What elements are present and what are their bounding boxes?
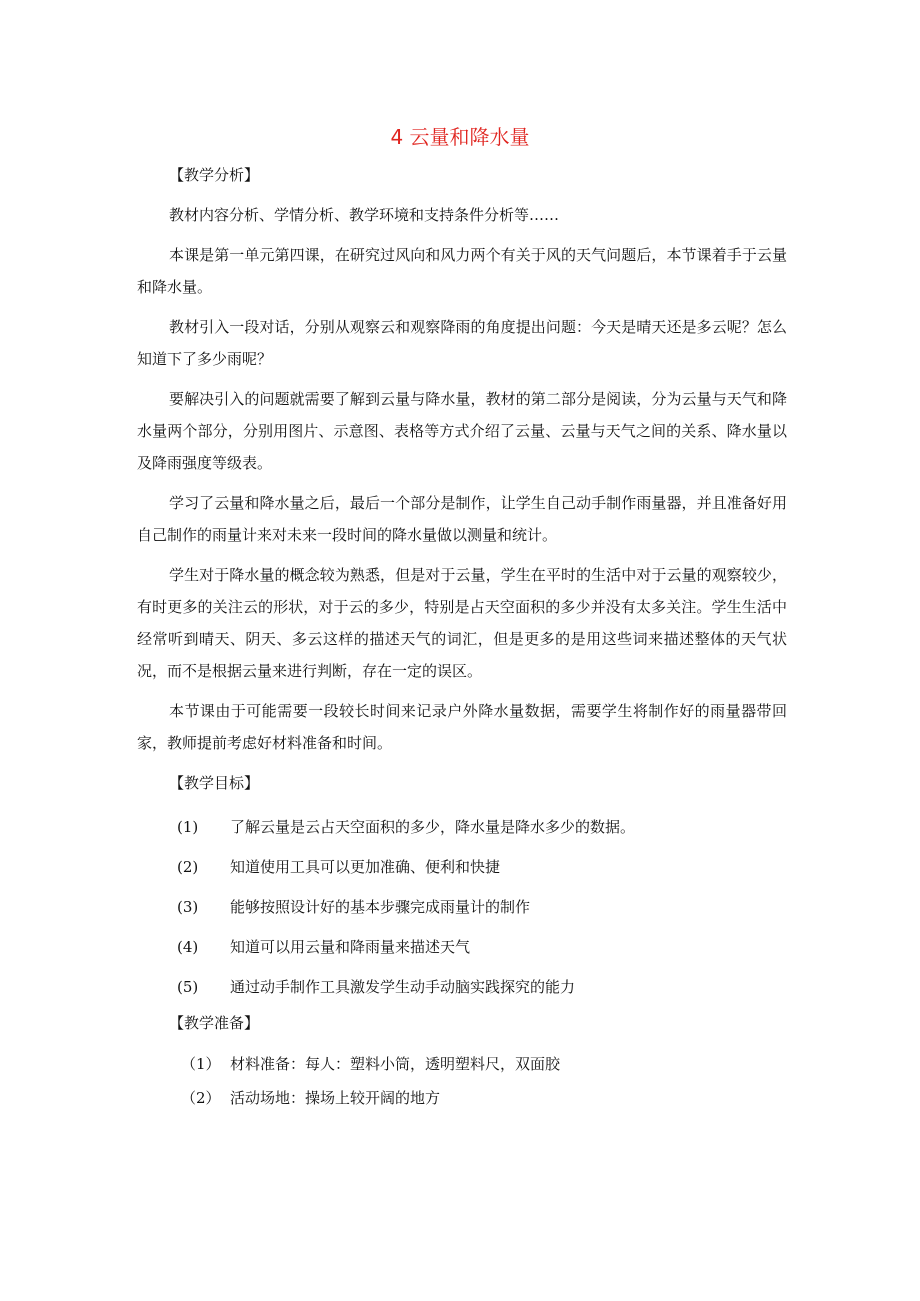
goal-number: (4) (177, 938, 199, 956)
document-body (137, 159, 787, 1115)
paragraph: 学生对于降水量的概念较为熟悉，但是对于云量，学生在平时的生活中对于云量的观察较少，有时更多的关注云的形状，对于云的多少，特别是占天空面积的多少并没有太多关注。学生生活中经常听到晴天、阴天、多云这样的描述天气的词汇，但是更多的是用这些词来描述整体的天气状况，而不是根据云量来进行判断，存在一定的误区。 (137, 566, 787, 680)
section-heading-analysis: 【教学分析】 (169, 166, 260, 184)
prep-text: 活动场地：操场上较开阔的地方 (230, 1089, 441, 1107)
goal-item (137, 807, 787, 847)
goal-text: 知道使用工具可以更加准确、便利和快捷 (230, 858, 501, 876)
goal-item (137, 967, 787, 1007)
goal-number: (1) (177, 818, 199, 836)
goal-number: (3) (177, 898, 199, 916)
prep-text: 材料准备：每人：塑料小筒，透明塑料尺，双面胶 (230, 1055, 561, 1073)
prep-number: （2） (181, 1089, 221, 1107)
goal-item (137, 927, 787, 967)
goal-number: (5) (177, 978, 199, 996)
paragraph: 学习了云量和降水量之后，最后一个部分是制作，让学生自己动手制作雨量器，并且准备好用自己制作的雨量计来对未来一段时间的降水量做以测量和统计。 (137, 494, 787, 544)
goal-item (137, 887, 787, 927)
goal-text: 了解云量是云占天空面积的多少，降水量是降水多少的数据。 (230, 818, 636, 836)
section-heading-prep: 【教学准备】 (169, 1014, 260, 1032)
goal-text: 能够按照设计好的基本步骤完成雨量计的制作 (230, 898, 531, 916)
goal-text: 通过动手制作工具激发学生动手动脑实践探究的能力 (230, 978, 576, 996)
prep-item (137, 1047, 787, 1081)
section-heading-goals: 【教学目标】 (169, 774, 260, 792)
paragraph: 教材引入一段对话，分别从观察云和观察降雨的角度提出问题：今天是晴天还是多云呢？怎么知道下了多少雨呢？ (137, 318, 787, 368)
paragraph: 教材内容分析、学情分析、教学环境和支持条件分析等…… (169, 206, 560, 224)
paragraph: 本节课由于可能需要一段较长时间来记录户外降水量数据，需要学生将制作好的雨量器带回家，教师提前考虑好材料准备和时间。 (137, 702, 787, 752)
paragraph: 要解决引入的问题就需要了解到云量与降水量，教材的第二部分是阅读，分为云量与天气和降水量两个部分，分别用图片、示意图、表格等方式介绍了云量、云量与天气之间的关系、降水量以及降雨强度等级表。 (137, 390, 787, 472)
goal-item (137, 847, 787, 887)
prep-item (137, 1081, 787, 1115)
goal-number: (2) (177, 858, 199, 876)
paragraph: 本课是第一单元第四课，在研究过风向和风力两个有关于风的天气问题后，本节课着手于云量和降水量。 (137, 246, 787, 296)
document-title: 4 云量和降水量 (390, 125, 530, 149)
prep-number: （1） (181, 1055, 221, 1073)
goal-text: 知道可以用云量和降雨量来描述天气 (230, 938, 471, 956)
